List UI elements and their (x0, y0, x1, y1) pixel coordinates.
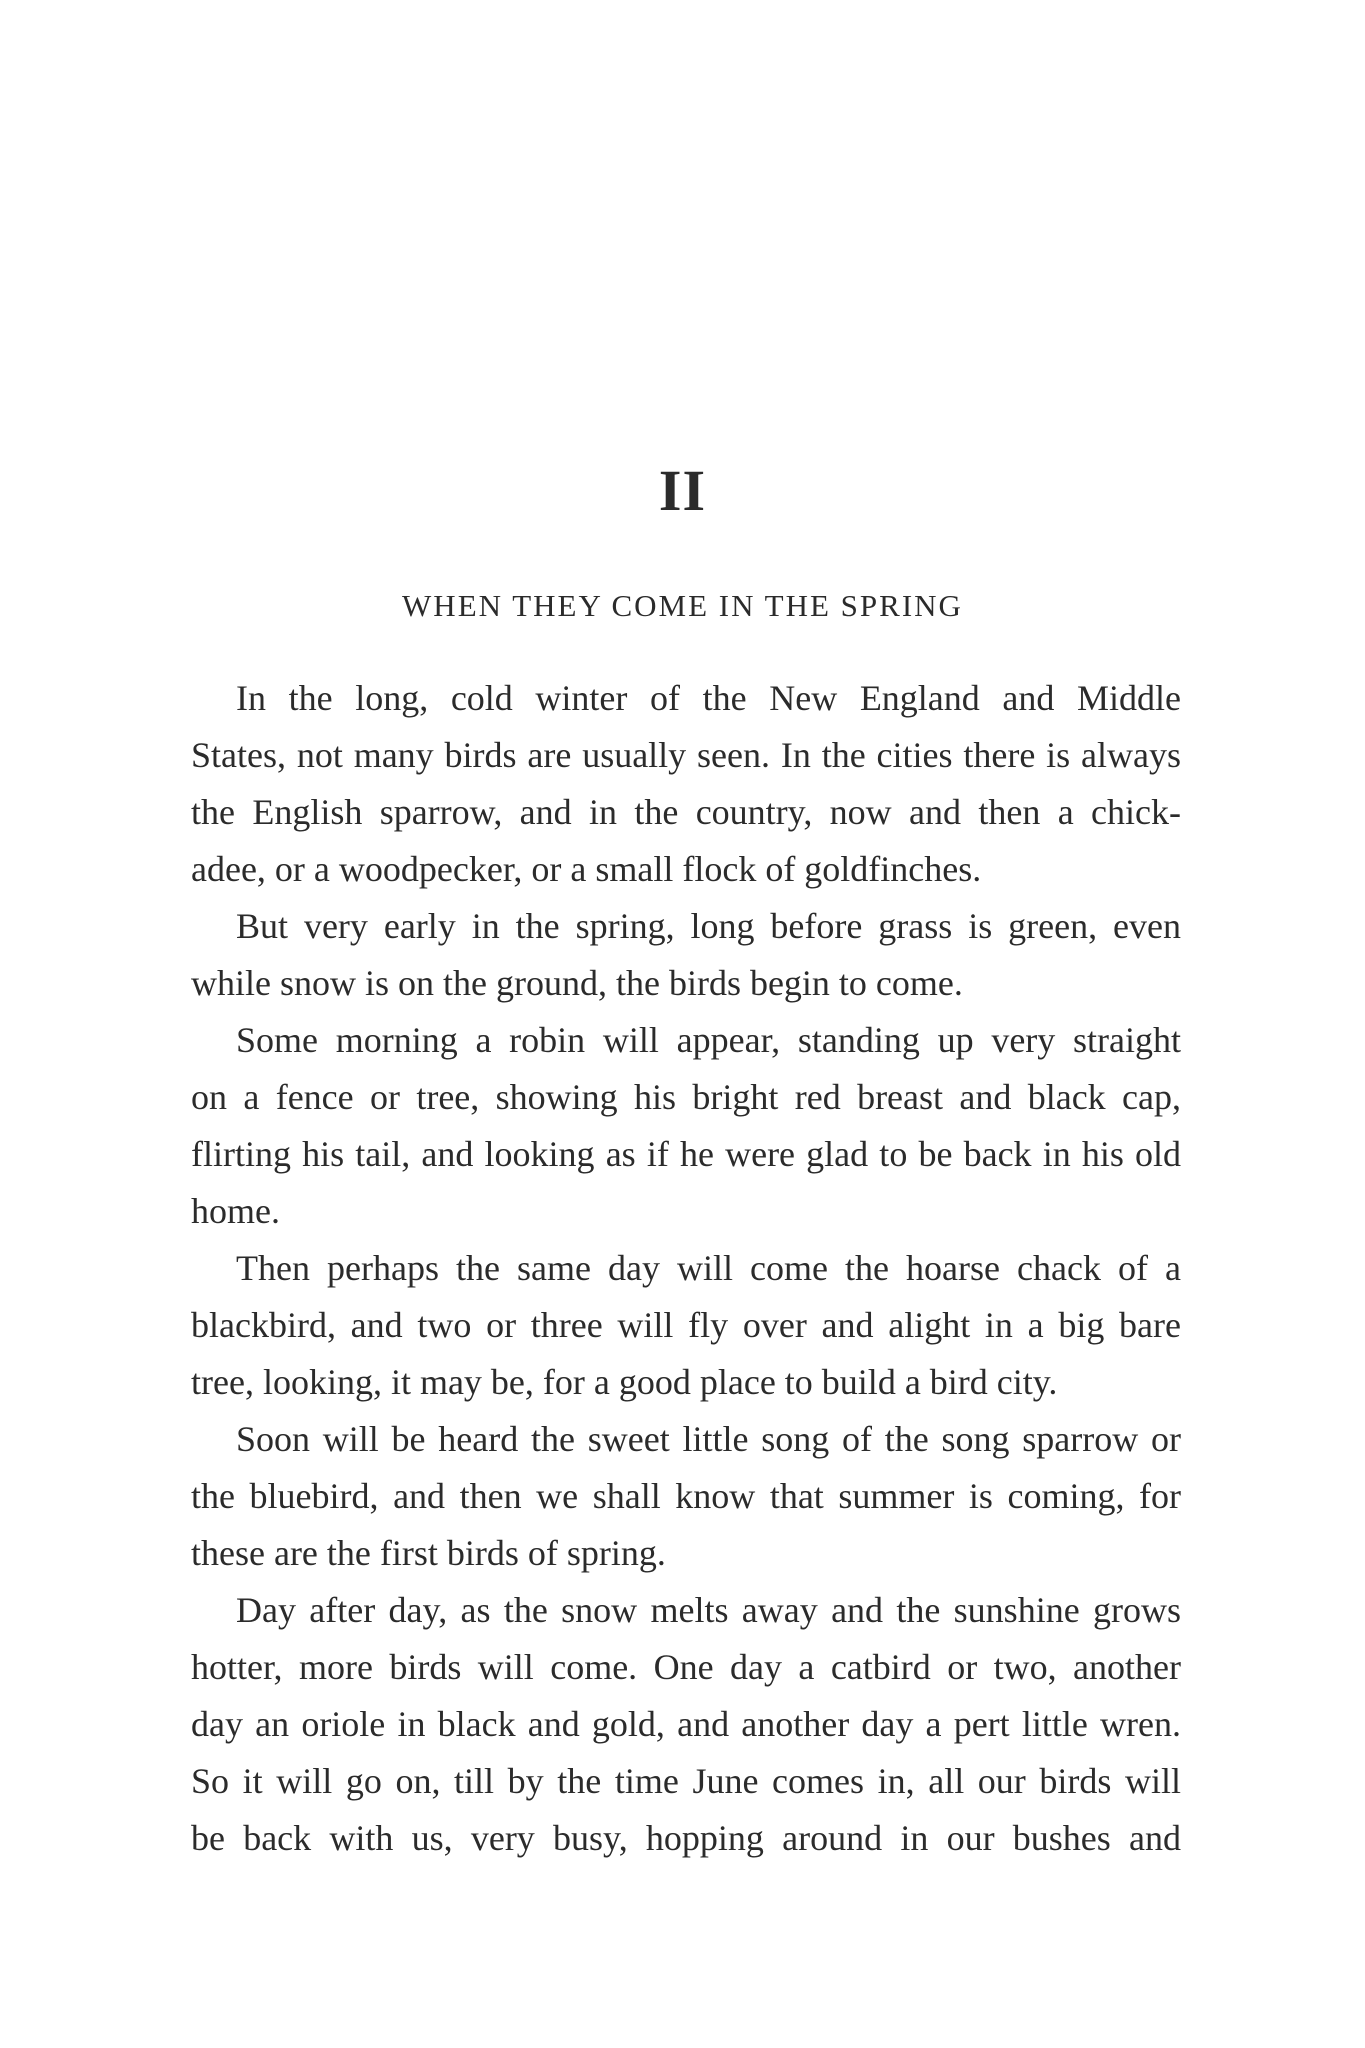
text-line: Soon will be heard the sweet little song of the song sparrow or (236, 1419, 1181, 1459)
paragraph-6 (191, 1582, 1181, 1867)
text-line: Day after day, as the snow melts away and the sunshine grows (236, 1590, 1181, 1630)
text-line: the bluebird, and then we shall know that summer is coming, for (191, 1476, 1181, 1516)
text-line: flirting his tail, and looking as if he were glad to be back in his old (191, 1134, 1181, 1174)
paragraph-1 (191, 670, 1181, 898)
text-line: blackbird, and two or three will fly over and alight in a big bare (191, 1305, 1181, 1345)
text-line: adee, or a woodpecker, or a small flock of goldfinches. (191, 849, 982, 889)
text-line: tree, looking, it may be, for a good place to build a bird city. (191, 1362, 1058, 1402)
text-line: on a fence or tree, showing his bright red breast and black cap, (191, 1077, 1181, 1117)
text-line: States, not many birds are usually seen. In the cities there is always (191, 735, 1181, 775)
paragraph-2 (191, 898, 1181, 1012)
chapter-title: WHEN THEY COME IN THE SPRING (402, 588, 963, 623)
text-line: these are the first birds of spring. (191, 1533, 666, 1573)
text-line: while snow is on the ground, the birds begin to come. (191, 963, 963, 1003)
chapter-body (191, 670, 1181, 1867)
text-line: Then perhaps the same day will come the hoarse chack of a (236, 1248, 1181, 1288)
text-line: But very early in the spring, long before grass is green, even (236, 906, 1181, 946)
text-line: So it will go on, till by the time June comes in, all our birds will (191, 1761, 1181, 1801)
paragraph-3 (191, 1012, 1181, 1240)
chapter-number: II (658, 458, 707, 523)
text-line: hotter, more birds will come. One day a catbird or two, another (191, 1647, 1181, 1687)
paragraph-4 (191, 1240, 1181, 1411)
text-line: the English sparrow, and in the country, now and then a chick- (191, 792, 1181, 832)
text-line: day an oriole in black and gold, and another day a pert little wren. (191, 1704, 1181, 1744)
text-line: home. (191, 1191, 280, 1231)
text-line: In the long, cold winter of the New England and Middle (236, 678, 1181, 718)
text-line: Some morning a robin will appear, standing up very straight (236, 1020, 1181, 1060)
paragraph-5 (191, 1411, 1181, 1582)
text-line: be back with us, very busy, hopping around in our bushes and (191, 1818, 1181, 1858)
